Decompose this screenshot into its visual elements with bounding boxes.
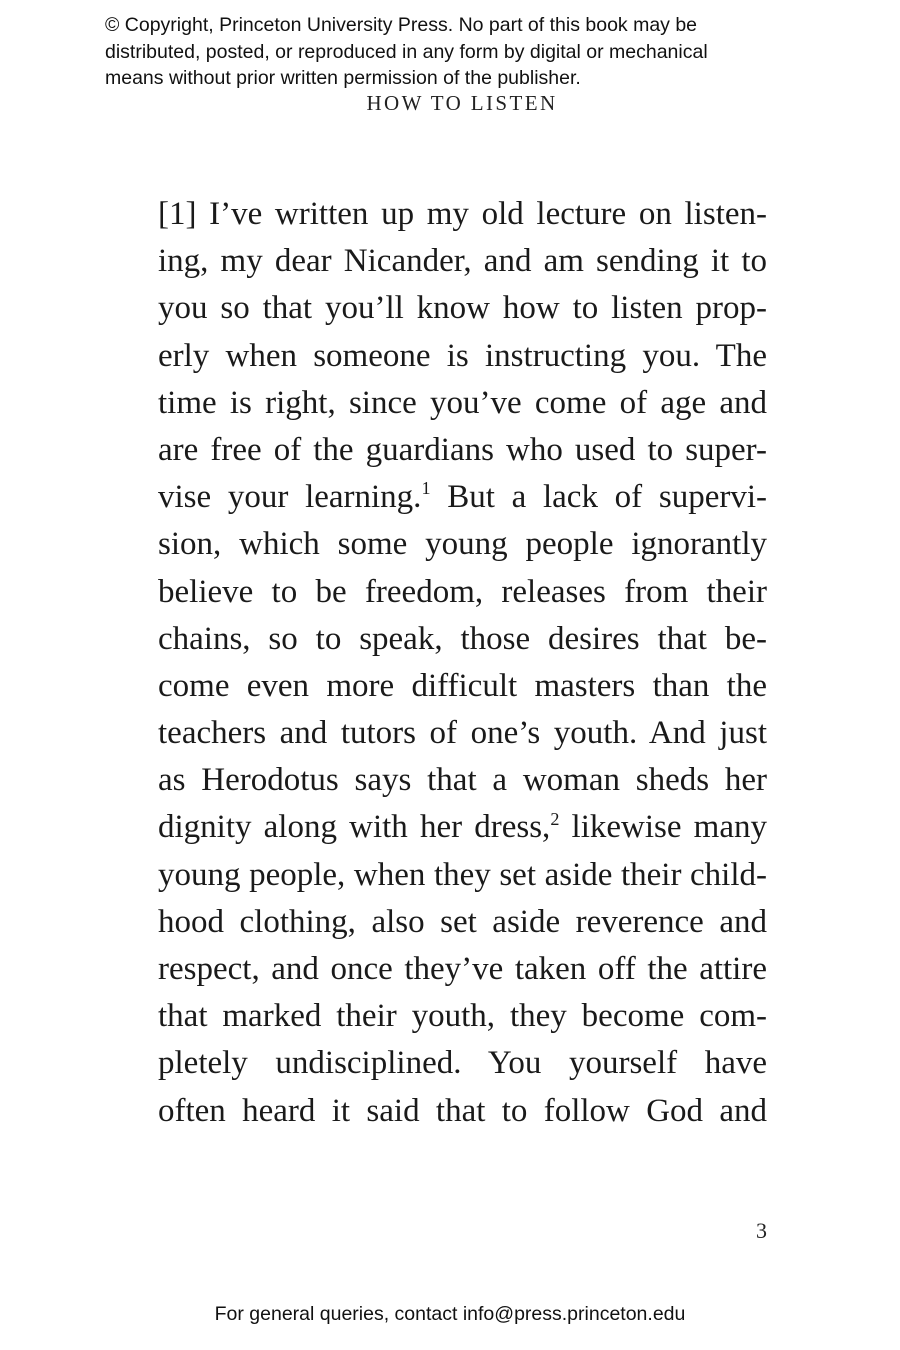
- text-line: that marked their youth, they become com-: [158, 998, 767, 1035]
- text-line: believe to be freedom, releases from their: [158, 573, 767, 610]
- copyright-line: means without prior written permission of the publisher.: [105, 67, 581, 89]
- text-line: [158, 804, 767, 851]
- text-fragment: dignity along with her dress,: [158, 809, 551, 846]
- footnote-mark: 1: [421, 478, 431, 499]
- text-fragment: But a lack of supervi-: [447, 479, 767, 516]
- text-fragment: vise your learning.: [158, 479, 422, 516]
- text-line: you so that you’ll know how to listen prop-: [158, 290, 767, 327]
- text-line: as Herodotus says that a woman sheds her: [158, 762, 767, 799]
- copyright-notice: [105, 12, 825, 92]
- text-line: respect, and once they’ve taken off the attire: [158, 951, 767, 987]
- text-line: teachers and tutors of one’s youth. And just: [158, 715, 767, 752]
- copyright-line: © Copyright, Princeton University Press. No part of this book may be: [105, 14, 698, 36]
- text-line: [1] I’ve written up my old lecture on listen-: [158, 196, 767, 232]
- text-line: young people, when they set aside their child-: [158, 856, 767, 893]
- text-line: chains, so to speak, those desires that be-: [158, 620, 767, 657]
- body-text: [158, 191, 767, 1135]
- text-line: pletely undisciplined. You yourself have: [158, 1045, 767, 1082]
- text-line: come even more difficult masters than the: [158, 667, 767, 704]
- copyright-line: distributed, posted, or reproduced in any form by digital or mechanical: [105, 40, 708, 63]
- text-fragment: likewise many: [571, 809, 767, 846]
- footnote-mark: 2: [550, 808, 560, 829]
- running-head: HOW TO LISTEN: [366, 91, 558, 115]
- text-line: sion, which some young people ignorantly: [158, 526, 767, 563]
- text-line: erly when someone is instructing you. The: [158, 337, 767, 374]
- text-line: are free of the guardians who used to super-: [158, 431, 767, 468]
- page-number: 3: [756, 1218, 767, 1243]
- text-line: ing, my dear Nicander, and am sending it to: [158, 243, 767, 280]
- footer-contact: For general queries, contact info@press.princeton.edu: [214, 1303, 686, 1325]
- text-line: hood clothing, also set aside reverence and: [158, 903, 767, 940]
- text-line: often heard it said that to follow God and: [158, 1092, 767, 1129]
- text-line: time is right, since you’ve come of age and: [158, 384, 767, 421]
- text-line: [158, 474, 767, 521]
